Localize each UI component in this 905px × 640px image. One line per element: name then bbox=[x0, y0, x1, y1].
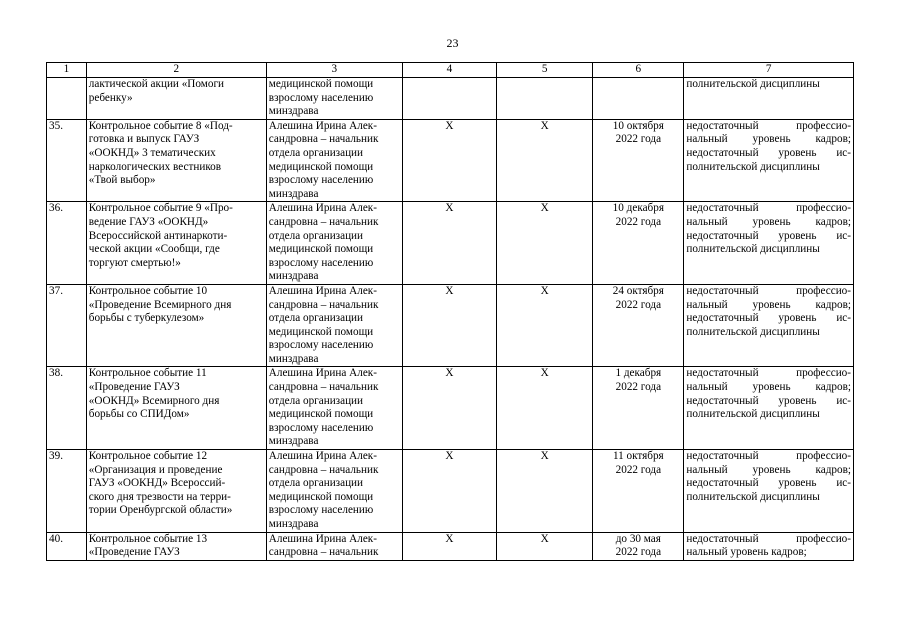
cell-line: Контрольное событие 10 bbox=[88, 284, 208, 297]
cell-line: 24 октября bbox=[612, 284, 664, 297]
cell-line: нальный уровень кадров; bbox=[686, 133, 851, 146]
cell-line: Алешина Ирина Алек- bbox=[268, 367, 377, 380]
cell-line: отдела организации bbox=[268, 477, 364, 490]
cell-line: минздрава bbox=[268, 105, 319, 118]
cell-line: отдела организации bbox=[268, 312, 364, 325]
responsible-cell bbox=[266, 119, 402, 202]
cell-line: 2022 года bbox=[615, 463, 662, 476]
cell-line: ского дня трезвости на терри- bbox=[88, 490, 231, 503]
responsible-cell bbox=[266, 450, 402, 533]
risks-cell bbox=[684, 78, 854, 120]
column-number-row bbox=[47, 63, 854, 78]
event-name-cell bbox=[86, 284, 266, 367]
cell-line: 1 декабря bbox=[615, 367, 662, 380]
cell-line: недостаточный профессио- bbox=[686, 202, 851, 215]
cell-line: недостаточный профессио- bbox=[686, 532, 851, 545]
row-number-cell: 38. bbox=[47, 367, 87, 450]
cell-line: недостаточный уровень ис- bbox=[686, 394, 851, 407]
cell-line: минздрава bbox=[268, 187, 319, 200]
cell-line: Контрольное событие 11 bbox=[88, 367, 207, 380]
event-name-cell bbox=[86, 532, 266, 560]
table-row bbox=[47, 202, 854, 285]
cell-line: полнительской дисциплины bbox=[686, 408, 820, 421]
event-name-cell bbox=[86, 202, 266, 285]
risks-cell bbox=[684, 450, 854, 533]
responsible-cell bbox=[266, 532, 402, 560]
column-number-5: 5 bbox=[497, 63, 593, 78]
column-5-cell: X bbox=[497, 532, 593, 560]
cell-line: «ООКНД» Всемирного дня bbox=[88, 394, 220, 407]
row-number-cell: 40. bbox=[47, 532, 87, 560]
table-row bbox=[47, 119, 854, 202]
responsible-cell bbox=[266, 202, 402, 285]
cell-line: наркологических вестников bbox=[88, 160, 222, 173]
cell-line: «ООКНД» 3 тематических bbox=[88, 146, 216, 159]
column-4-cell: X bbox=[402, 202, 496, 285]
cell-line: медицинской помощи bbox=[268, 78, 374, 90]
date-cell bbox=[593, 119, 684, 202]
cell-line: минздрава bbox=[268, 352, 319, 365]
event-name-cell bbox=[86, 119, 266, 202]
responsible-cell bbox=[266, 284, 402, 367]
cell-line: взрослому населению bbox=[268, 339, 374, 352]
column-5-cell: X bbox=[497, 450, 593, 533]
row-number-cell: 37. bbox=[47, 284, 87, 367]
cell-line: взрослому населению bbox=[268, 174, 374, 187]
cell-line: взрослому населению bbox=[268, 91, 374, 104]
cell-line: 2022 года bbox=[615, 298, 662, 311]
cell-line: 10 октября bbox=[612, 119, 664, 132]
cell-line: 2022 года bbox=[615, 133, 662, 146]
column-5-cell: X bbox=[497, 284, 593, 367]
cell-line: Алешина Ирина Алек- bbox=[268, 202, 377, 215]
table-row bbox=[47, 284, 854, 367]
date-cell bbox=[593, 202, 684, 285]
cell-line: полнительской дисциплины bbox=[686, 490, 820, 503]
date-cell bbox=[593, 450, 684, 533]
cell-line: нальный уровень кадров; bbox=[686, 298, 851, 311]
date-cell bbox=[593, 78, 684, 120]
cell-line: Алешина Ирина Алек- bbox=[268, 532, 377, 545]
cell-line: полнительской дисциплины bbox=[686, 243, 820, 256]
column-5-cell: X bbox=[497, 202, 593, 285]
cell-line: «Проведение ГАУЗ bbox=[88, 381, 180, 394]
column-number-6: 6 bbox=[593, 63, 684, 78]
table-row bbox=[47, 367, 854, 450]
column-4-cell: X bbox=[402, 119, 496, 202]
cell-line: борьбы со СПИДом» bbox=[88, 408, 190, 421]
cell-line: полнительской дисциплины bbox=[686, 78, 820, 90]
cell-line: недостаточный профессио- bbox=[686, 119, 851, 132]
cell-line: недостаточный уровень ис- bbox=[686, 312, 851, 325]
cell-line: Алешина Ирина Алек- bbox=[268, 119, 377, 132]
cell-line: Всероссийской антинаркоти- bbox=[88, 229, 228, 242]
cell-line: Алешина Ирина Алек- bbox=[268, 450, 377, 463]
cell-line: ческой акции «Сообщи, где bbox=[88, 243, 220, 256]
event-name-cell bbox=[86, 367, 266, 450]
cell-line: 10 декабря bbox=[612, 202, 664, 215]
row-number-cell: 35. bbox=[47, 119, 87, 202]
cell-line: недостаточный уровень ис- bbox=[686, 477, 851, 490]
cell-line: сандровна – начальник bbox=[268, 546, 379, 559]
cell-line: недостаточный уровень ис- bbox=[686, 229, 851, 242]
cell-line: нальный уровень кадров; bbox=[686, 215, 851, 228]
risks-cell bbox=[684, 284, 854, 367]
column-4-cell: X bbox=[402, 284, 496, 367]
column-4-cell bbox=[402, 78, 496, 120]
cell-line: тории Оренбургской области» bbox=[88, 504, 233, 517]
cell-line: «Проведение Всемирного дня bbox=[88, 298, 232, 311]
responsible-cell bbox=[266, 78, 402, 120]
column-number-2: 2 bbox=[86, 63, 266, 78]
cell-line: медицинской помощи bbox=[268, 490, 374, 503]
risks-cell bbox=[684, 367, 854, 450]
cell-line: торгуют смертью!» bbox=[88, 256, 181, 269]
row-number-cell bbox=[47, 78, 87, 120]
column-number-3: 3 bbox=[266, 63, 402, 78]
column-4-cell: X bbox=[402, 367, 496, 450]
cell-line: «Проведение ГАУЗ bbox=[88, 546, 180, 559]
cell-line: нальный уровень кадров; bbox=[686, 381, 851, 394]
cell-line: недостаточный уровень ис- bbox=[686, 146, 851, 159]
cell-line: Контрольное событие 12 bbox=[88, 450, 208, 463]
cell-line: Контрольное событие 8 «Под- bbox=[88, 119, 233, 132]
date-cell bbox=[593, 367, 684, 450]
table-row bbox=[47, 532, 854, 560]
column-5-cell: X bbox=[497, 119, 593, 202]
cell-line: медицинской помощи bbox=[268, 325, 374, 338]
cell-line: 11 октября bbox=[612, 450, 664, 463]
cell-line: Алешина Ирина Алек- bbox=[268, 284, 377, 297]
cell-line: лактической акции «Помоги bbox=[88, 78, 225, 90]
row-number-cell: 39. bbox=[47, 450, 87, 533]
cell-line: взрослому населению bbox=[268, 504, 374, 517]
column-number-1: 1 bbox=[47, 63, 87, 78]
risks-cell bbox=[684, 532, 854, 560]
row-number-cell: 36. bbox=[47, 202, 87, 285]
cell-line: полнительской дисциплины bbox=[686, 160, 820, 173]
plan-table-body bbox=[47, 63, 854, 561]
cell-line: до 30 мая bbox=[615, 532, 661, 545]
cell-line: ГАУЗ «ООКНД» Всероссий- bbox=[88, 477, 226, 490]
cell-line: ведение ГАУЗ «ООКНД» bbox=[88, 215, 209, 228]
date-cell bbox=[593, 284, 684, 367]
cell-line: «Организация и проведение bbox=[88, 463, 223, 476]
column-number-4: 4 bbox=[402, 63, 496, 78]
cell-line: сандровна – начальник bbox=[268, 298, 379, 311]
cell-line: ребенку» bbox=[88, 91, 133, 104]
cell-line: «Твой выбор» bbox=[88, 174, 156, 187]
cell-line: минздрава bbox=[268, 435, 319, 448]
cell-line: полнительской дисциплины bbox=[686, 325, 820, 338]
cell-line: сандровна – начальник bbox=[268, 215, 379, 228]
cell-line: медицинской помощи bbox=[268, 243, 374, 256]
column-4-cell: X bbox=[402, 450, 496, 533]
cell-line: 2022 года bbox=[615, 381, 662, 394]
cell-line: недостаточный профессио- bbox=[686, 450, 851, 463]
column-number-7: 7 bbox=[684, 63, 854, 78]
cell-line: Контрольное событие 13 bbox=[88, 532, 208, 545]
cell-line: борьбы с туберкулезом» bbox=[88, 312, 205, 325]
risks-cell bbox=[684, 119, 854, 202]
cell-line: медицинской помощи bbox=[268, 160, 374, 173]
cell-line: 2022 года bbox=[615, 546, 662, 559]
date-cell bbox=[593, 532, 684, 560]
event-name-cell bbox=[86, 78, 266, 120]
cell-line: недостаточный профессио- bbox=[686, 367, 851, 380]
table-row-continuation bbox=[47, 78, 854, 120]
cell-line: взрослому населению bbox=[268, 421, 374, 434]
cell-line: отдела организации bbox=[268, 146, 364, 159]
cell-line: нальный уровень кадров; bbox=[686, 546, 807, 559]
cell-line: минздрава bbox=[268, 270, 319, 283]
responsible-cell bbox=[266, 367, 402, 450]
cell-line: готовка и выпуск ГАУЗ bbox=[88, 133, 200, 146]
column-4-cell: X bbox=[402, 532, 496, 560]
cell-line: недостаточный профессио- bbox=[686, 284, 851, 297]
cell-line: сандровна – начальник bbox=[268, 381, 379, 394]
cell-line: 2022 года bbox=[615, 215, 662, 228]
cell-line: минздрава bbox=[268, 518, 319, 530]
event-name-cell bbox=[86, 450, 266, 533]
page-number: 23 bbox=[446, 36, 459, 50]
cell-line: отдела организации bbox=[268, 394, 364, 407]
column-5-cell: X bbox=[497, 367, 593, 450]
table-row bbox=[47, 450, 854, 533]
cell-line: нальный уровень кадров; bbox=[686, 463, 851, 476]
cell-line: отдела организации bbox=[268, 229, 364, 242]
plan-table bbox=[46, 62, 854, 561]
cell-line: сандровна – начальник bbox=[268, 133, 379, 146]
cell-line: медицинской помощи bbox=[268, 408, 374, 421]
cell-line: Контрольное событие 9 «Про- bbox=[88, 202, 233, 215]
risks-cell bbox=[684, 202, 854, 285]
cell-line: сандровна – начальник bbox=[268, 463, 379, 476]
column-5-cell bbox=[497, 78, 593, 120]
cell-line: взрослому населению bbox=[268, 256, 374, 269]
